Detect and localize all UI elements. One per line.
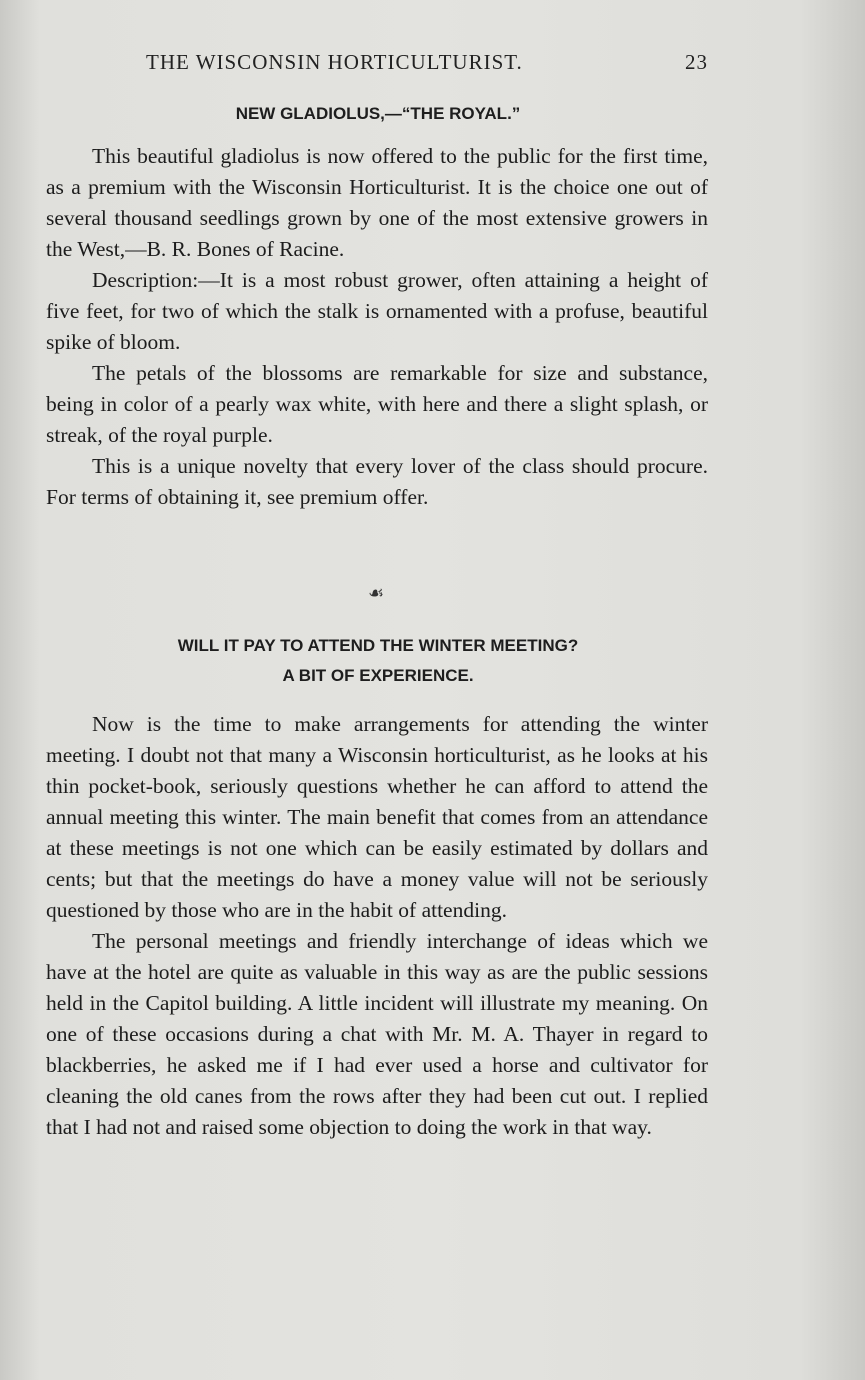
paragraph: This beautiful gladiolus is now offered to the public for the first time, as a premium with the Wisconsin Horticulturist. It is the choice one out of several thousand seedlings grown by one of the most extensive growers in the West,—B. R. Bones of Racine.	[46, 144, 708, 261]
paragraph: Now is the time to make arrangements for attending the winter meeting. I doubt not that many a Wisconsin horticulturist, as he looks at his thin pocket-book, seriously questions whether he can afford to attend the annual meeting this winter. The main benefit that comes from an attendance at these meetings is not one which can be easily estimated by dollars and cents; but that the meetings do have a money value will not be seriously questioned by those who are in the habit of attending.	[46, 712, 708, 922]
paragraph: The personal meetings and friendly interchange of ideas which we have at the hotel are quite as valuable in this way as are the public sessions held in the Capitol building. A little incident will illustrate my meaning. On one of these occasions during a chat with Mr. M. A. Thayer in regard to blackberries, he asked me if I had ever used a horse and cultivator for cleaning the old canes from the rows after they had been cut out. I replied that I had not and raised some objection to doing the work in that way.	[46, 929, 708, 1139]
article-title-winter-meeting: WILL IT PAY TO ATTEND THE WINTER MEETING?	[177, 636, 579, 655]
article-body-winter-meeting	[46, 709, 708, 1143]
article-title-gladiolus: NEW GLADIOLUS,—“THE ROYAL.”	[235, 104, 521, 123]
article-body-gladiolus	[46, 141, 708, 513]
paragraph: The petals of the blossoms are remarkable for size and substance, being in color of a pearly wax white, with here and there a slight splash, or streak, of the royal purple.	[46, 361, 708, 447]
paragraph: Description:—It is a most robust grower, often attaining a height of five feet, for two of which the stalk is ornamented with a profuse, beautiful spike of bloom.	[46, 268, 708, 354]
running-title: THE WISCONSIN HORTICULTURIST.	[146, 50, 523, 74]
page-number: 23	[685, 50, 708, 74]
article-subtitle: A BIT OF EXPERIENCE.	[282, 666, 474, 685]
paragraph: This is a unique novelty that every lover of the class should procure. For terms of obtaining it, see premium offer.	[46, 454, 708, 509]
section-ornament: ☙	[368, 583, 385, 604]
